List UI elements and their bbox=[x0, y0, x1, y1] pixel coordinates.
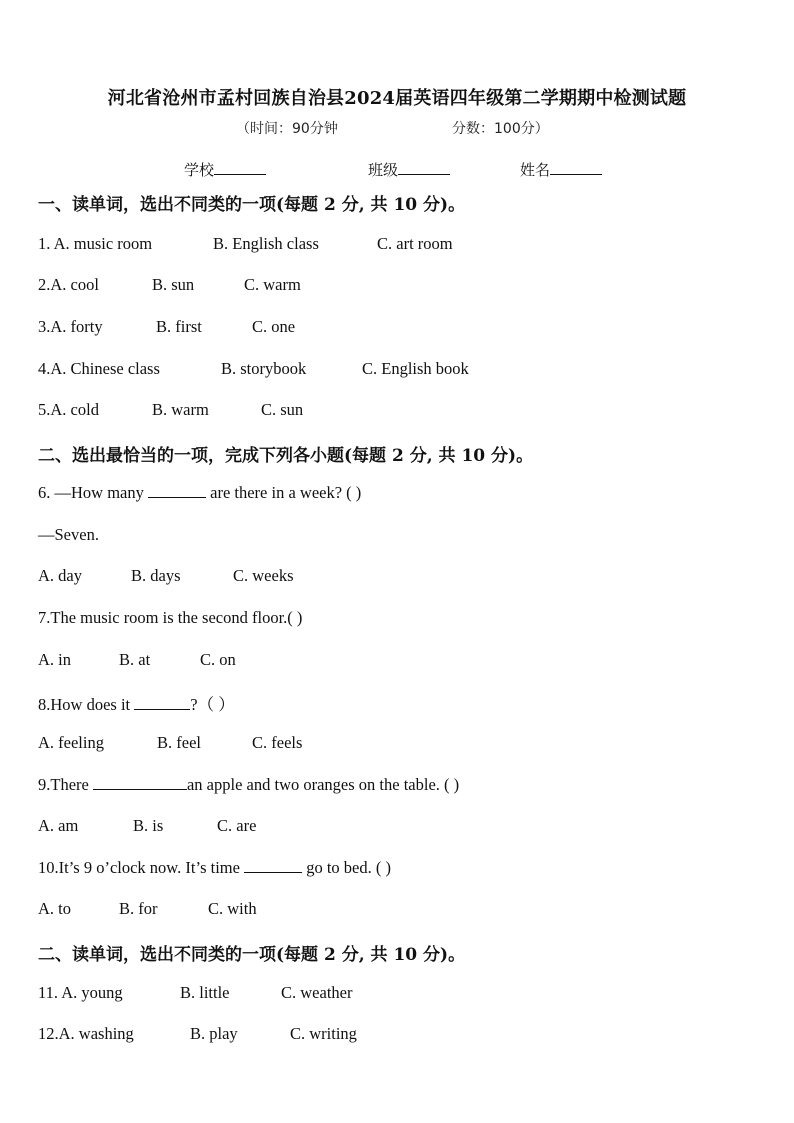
q1-option-b: B. English class bbox=[213, 234, 319, 253]
q9-text-end: an apple and two oranges on the table. ( ) bbox=[186, 775, 460, 794]
q8-blank bbox=[134, 695, 190, 710]
q10-option-c: C. with bbox=[208, 899, 257, 918]
q8-option-c: C. feels bbox=[252, 733, 303, 752]
score-info: 分数：100分） bbox=[452, 121, 549, 137]
q2-option-b: B. sun bbox=[152, 275, 195, 294]
q3-option-a: 3.A. forty bbox=[38, 317, 103, 336]
school-label: 学校 bbox=[184, 161, 215, 179]
q6-text-end: are there in a week? ( ) bbox=[210, 483, 362, 502]
school-field bbox=[184, 159, 266, 180]
page-title: 河北省沧州市孟村回族自治县2024届英语四年级第二学期期中检测试题 bbox=[107, 88, 687, 109]
question-6 bbox=[38, 483, 361, 503]
q3-option-c: C. one bbox=[252, 317, 296, 336]
question-7: 7.The music room is the second floor.( ) bbox=[38, 608, 303, 627]
q5-option-a: 5.A. cold bbox=[38, 400, 99, 419]
q3-option-b: B. first bbox=[156, 317, 202, 336]
name-label: 姓名 bbox=[520, 161, 551, 179]
q9-option-b: B. is bbox=[133, 816, 164, 835]
q7-option-c: C. on bbox=[200, 650, 236, 669]
section-3-heading: 二、读单词，选出不同类的一项(每题 2 分, 共 10 分)。 bbox=[38, 945, 466, 965]
q9-blank bbox=[93, 775, 187, 790]
section-2-heading: 二、选出最恰当的一项，完成下列各小题(每题 2 分, 共 10 分)。 bbox=[38, 446, 534, 466]
q4-option-b: B. storybook bbox=[221, 359, 307, 378]
q12-option-b: B. play bbox=[190, 1024, 238, 1043]
q6-option-b: B. days bbox=[131, 566, 181, 585]
q12-option-c: C. writing bbox=[290, 1024, 357, 1043]
q10-option-b: B. for bbox=[119, 899, 158, 918]
q5-option-b: B. warm bbox=[152, 400, 209, 419]
q6-text-start: 6. —How many bbox=[38, 483, 144, 502]
q6-option-a: A. day bbox=[38, 566, 82, 585]
q12-option-a: 12.A. washing bbox=[38, 1024, 134, 1043]
q10-text-start: 10.It’s 9 o’clock now. It’s time bbox=[38, 858, 240, 877]
q7-option-a: A. in bbox=[38, 650, 71, 669]
q1-option-a: 1. A. music room bbox=[38, 234, 153, 253]
q6-blank bbox=[148, 483, 206, 498]
q4-option-a: 4.A. Chinese class bbox=[38, 359, 160, 378]
q6-option-c: C. weeks bbox=[233, 566, 294, 585]
q8-text-start: 8.How does it bbox=[38, 695, 131, 714]
question-8 bbox=[38, 691, 235, 715]
q10-option-a: A. to bbox=[38, 899, 71, 918]
q2-option-c: C. warm bbox=[244, 275, 301, 294]
school-blank bbox=[214, 162, 266, 175]
section-1-heading: 一、读单词，选出不同类的一项(每题 2 分, 共 10 分)。 bbox=[38, 195, 466, 215]
q10-text-end: go to bed. ( ) bbox=[306, 858, 391, 877]
q11-option-b: B. little bbox=[180, 983, 230, 1002]
q9-text-start: 9.There bbox=[38, 775, 89, 794]
q6-answer: —Seven. bbox=[38, 525, 99, 544]
name-field bbox=[520, 159, 602, 180]
class-label: 班级 bbox=[368, 161, 399, 179]
question-10 bbox=[38, 858, 391, 878]
class-field bbox=[368, 159, 450, 180]
q2-option-a: 2.A. cool bbox=[38, 275, 99, 294]
q10-blank bbox=[244, 858, 302, 873]
q8-option-a: A. feeling bbox=[38, 733, 104, 752]
class-blank bbox=[398, 162, 450, 175]
name-blank bbox=[550, 162, 602, 175]
q11-option-a: 11. A. young bbox=[38, 983, 123, 1002]
q8-text-end: ?（ ） bbox=[190, 695, 235, 714]
q11-option-c: C. weather bbox=[281, 983, 353, 1002]
time-info: （时间：90分钟 bbox=[236, 121, 338, 137]
q9-option-a: A. am bbox=[38, 816, 79, 835]
q4-option-c: C. English book bbox=[362, 359, 469, 378]
q1-option-c: C. art room bbox=[377, 234, 453, 253]
q9-option-c: C. are bbox=[217, 816, 257, 835]
q7-option-b: B. at bbox=[119, 650, 151, 669]
q5-option-c: C. sun bbox=[261, 400, 304, 419]
question-9 bbox=[38, 775, 459, 795]
q8-option-b: B. feel bbox=[157, 733, 201, 752]
